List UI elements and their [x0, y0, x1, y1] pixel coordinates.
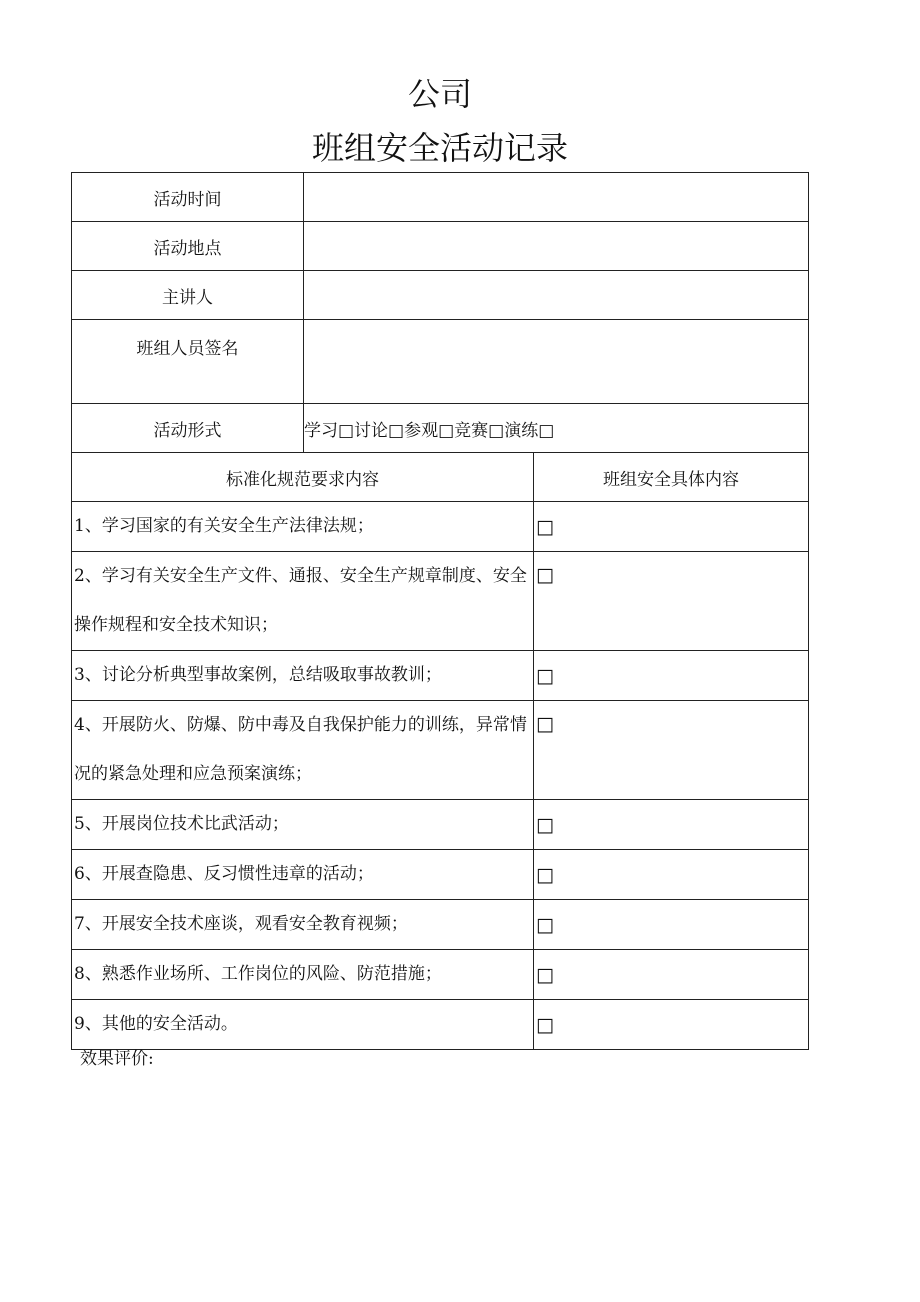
column-header-specific: 班组安全具体内容	[534, 453, 809, 502]
activity-record-table	[71, 172, 809, 1050]
company-name: 公司	[407, 75, 472, 113]
requirement-item-6: 6、开展查隐患、反习惯性违章的活动；	[72, 850, 534, 900]
speaker-field[interactable]	[304, 271, 809, 320]
checkbox-9[interactable]: □	[534, 1000, 809, 1050]
checkbox-4[interactable]: □	[534, 701, 809, 800]
requirement-item-9: 9、其他的安全活动。	[72, 1000, 534, 1050]
place-row	[72, 222, 809, 271]
table-row	[72, 701, 809, 800]
requirement-item-4: 4、开展防火、防爆、防中毒及自我保护能力的训练，异常情况的紧急处理和应急预案演练；	[72, 701, 534, 800]
form-options[interactable]: 学习□讨论□参观□竞赛□演练□	[304, 404, 809, 453]
place-label: 活动地点	[72, 222, 304, 271]
checkbox-7[interactable]: □	[534, 900, 809, 950]
content-header-row	[72, 453, 809, 502]
table-row	[72, 1000, 809, 1050]
checkbox-2[interactable]: □	[534, 552, 809, 651]
requirement-item-3: 3、讨论分析典型事故案例，总结吸取事故教训；	[72, 651, 534, 701]
column-header-standard: 标准化规范要求内容	[72, 453, 534, 502]
form-row	[72, 404, 809, 453]
table-row	[72, 850, 809, 900]
time-field[interactable]	[304, 173, 809, 222]
signature-label: 班组人员签名	[72, 320, 304, 404]
time-row	[72, 173, 809, 222]
checkbox-8[interactable]: □	[534, 950, 809, 1000]
checkbox-6[interactable]: □	[534, 850, 809, 900]
checkbox-3[interactable]: □	[534, 651, 809, 701]
requirement-item-7: 7、开展安全技术座谈，观看安全教育视频；	[72, 900, 534, 950]
time-label: 活动时间	[72, 173, 304, 222]
table-row	[72, 651, 809, 701]
page-title: 班组安全活动记录	[311, 129, 568, 167]
table-row	[72, 552, 809, 651]
requirement-item-1: 1、学习国家的有关安全生产法律法规；	[72, 502, 534, 552]
place-field[interactable]	[304, 222, 809, 271]
requirement-item-8: 8、熟悉作业场所、工作岗位的风险、防范措施；	[72, 950, 534, 1000]
requirement-item-5: 5、开展岗位技术比武活动；	[72, 800, 534, 850]
evaluation-label: 效果评价:	[80, 1049, 154, 1069]
checkbox-1[interactable]: □	[534, 502, 809, 552]
table-row	[72, 800, 809, 850]
speaker-label: 主讲人	[72, 271, 304, 320]
table-row	[72, 502, 809, 552]
speaker-row	[72, 271, 809, 320]
requirement-item-2: 2、学习有关安全生产文件、通报、安全生产规章制度、安全操作规程和安全技术知识；	[72, 552, 534, 651]
form-label: 活动形式	[72, 404, 304, 453]
signature-field[interactable]	[304, 320, 809, 404]
table-row	[72, 900, 809, 950]
checkbox-5[interactable]: □	[534, 800, 809, 850]
table-row	[72, 950, 809, 1000]
signature-row	[72, 320, 809, 404]
